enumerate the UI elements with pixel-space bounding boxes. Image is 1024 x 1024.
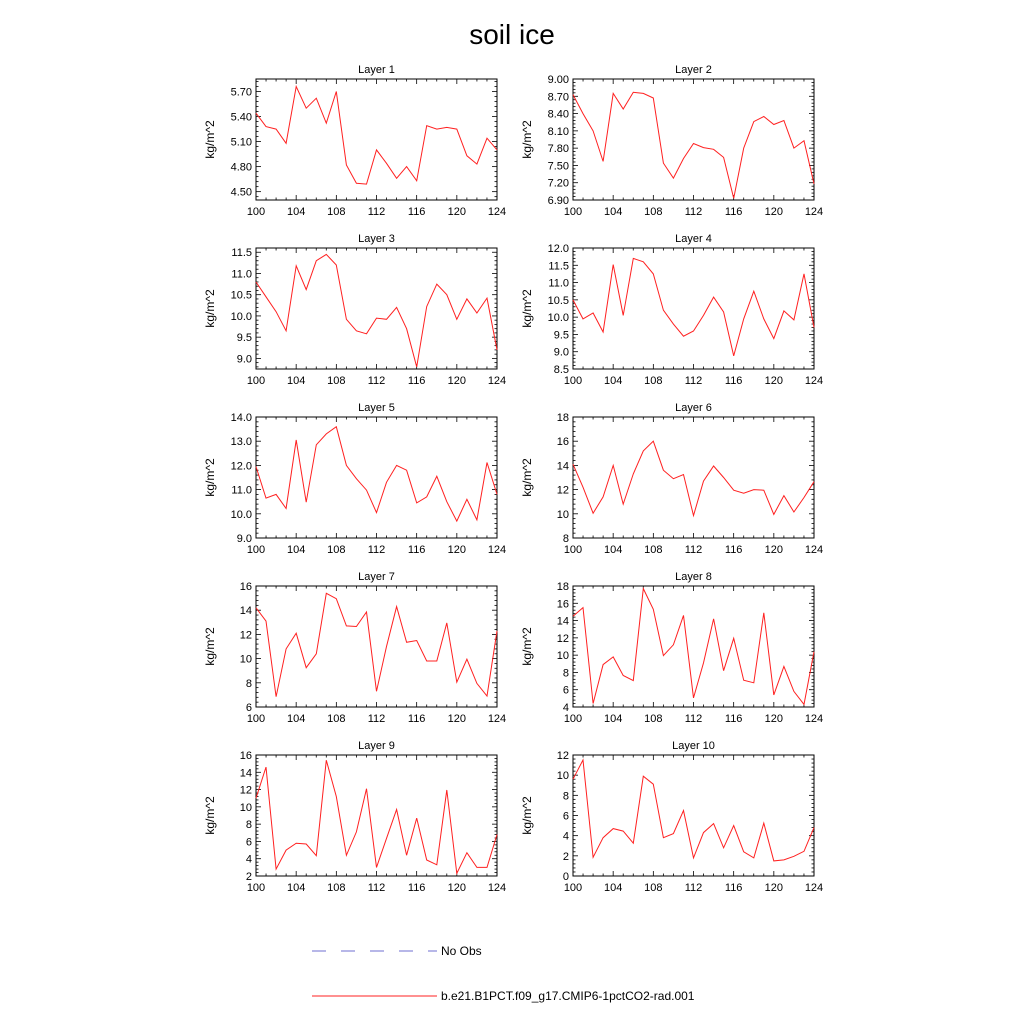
x-tick-label: 108 — [327, 206, 346, 218]
x-tick-label: 108 — [644, 544, 663, 556]
y-tick-label: 10 — [556, 508, 569, 521]
panel-layer-9 — [203, 740, 506, 894]
y-tick-label: 8.5 — [553, 364, 569, 376]
panel-layer-4 — [520, 233, 823, 387]
y-tick-label: 7.20 — [547, 177, 569, 190]
y-axis-label: kg/m^2 — [203, 458, 217, 497]
y-tick-label: 8.10 — [547, 125, 569, 138]
y-axis-label: kg/m^2 — [203, 289, 217, 328]
y-tick-label: 10.5 — [230, 289, 252, 302]
series-line — [573, 92, 814, 198]
x-tick-label: 116 — [407, 882, 426, 894]
x-tick-label: 108 — [327, 375, 346, 387]
y-tick-label: 5.70 — [230, 86, 252, 99]
x-tick-label: 104 — [603, 882, 623, 894]
y-tick-label: 8.70 — [547, 91, 569, 104]
x-tick-label: 120 — [764, 882, 784, 894]
panel-layer-3 — [203, 233, 506, 387]
x-tick-label: 108 — [644, 206, 663, 218]
y-axis-label: kg/m^2 — [520, 796, 534, 835]
x-tick-label: 104 — [603, 206, 623, 218]
panel-title: Layer 10 — [672, 740, 715, 752]
x-tick-label: 120 — [447, 206, 467, 218]
x-tick-label: 120 — [764, 375, 784, 387]
x-tick-label: 100 — [563, 206, 583, 218]
x-tick-label: 124 — [487, 713, 507, 725]
y-tick-label: 2 — [562, 850, 569, 863]
y-tick-label: 11.0 — [548, 277, 569, 290]
y-tick-label: 10.0 — [547, 312, 569, 325]
series-line — [256, 760, 497, 873]
series-line — [256, 427, 497, 521]
x-tick-label: 120 — [764, 544, 784, 556]
x-tick-label: 116 — [724, 544, 743, 556]
x-tick-label: 120 — [764, 713, 784, 725]
y-tick-label: 10.0 — [230, 310, 252, 323]
plot-frame — [256, 417, 497, 538]
y-tick-label: 8 — [245, 677, 252, 690]
panel-layer-1 — [203, 64, 506, 218]
panel-title: Layer 2 — [675, 64, 712, 76]
x-tick-label: 104 — [286, 882, 306, 894]
x-tick-label: 124 — [487, 206, 507, 218]
y-tick-label: 14 — [556, 615, 569, 628]
y-tick-label: 10.5 — [547, 294, 569, 307]
panel-layer-8 — [520, 571, 823, 725]
y-tick-label: 10 — [239, 801, 252, 814]
y-tick-label: 14 — [556, 460, 569, 473]
x-tick-label: 112 — [367, 375, 386, 387]
y-tick-label: 4.50 — [230, 186, 252, 199]
y-tick-label: 7.50 — [547, 160, 569, 173]
series-line — [573, 441, 814, 515]
y-tick-label: 10 — [239, 653, 252, 666]
y-tick-label: 8 — [562, 790, 569, 803]
panel-layer-6 — [520, 402, 823, 556]
plot-frame — [573, 248, 814, 369]
y-tick-label: 8 — [562, 667, 569, 680]
y-tick-label: 0 — [562, 871, 569, 883]
panels — [203, 64, 823, 894]
y-tick-label: 6 — [562, 684, 569, 697]
x-tick-label: 108 — [327, 544, 346, 556]
x-tick-label: 120 — [764, 206, 784, 218]
y-tick-label: 9.5 — [553, 329, 569, 342]
x-tick-label: 116 — [407, 375, 426, 387]
y-tick-label: 14.0 — [230, 412, 252, 424]
series-line — [256, 254, 497, 367]
x-tick-label: 124 — [804, 882, 824, 894]
x-tick-label: 124 — [804, 544, 824, 556]
y-tick-label: 18 — [556, 581, 569, 593]
x-tick-label: 104 — [603, 375, 623, 387]
y-tick-label: 8 — [245, 819, 252, 832]
x-tick-label: 100 — [246, 713, 266, 725]
y-axis-label: kg/m^2 — [203, 627, 217, 666]
x-tick-label: 116 — [724, 882, 743, 894]
x-tick-label: 108 — [644, 375, 663, 387]
y-tick-label: 8.40 — [547, 108, 569, 121]
x-tick-label: 120 — [447, 375, 467, 387]
panel-title: Layer 6 — [675, 402, 712, 414]
y-tick-label: 13.0 — [230, 436, 252, 449]
y-tick-label: 16 — [239, 750, 252, 762]
x-tick-label: 124 — [487, 375, 507, 387]
y-tick-label: 4 — [245, 853, 252, 866]
x-tick-label: 124 — [487, 544, 507, 556]
y-tick-label: 12 — [239, 784, 252, 797]
y-tick-label: 4 — [562, 830, 569, 843]
legend — [312, 944, 695, 1003]
y-tick-label: 6 — [245, 836, 252, 849]
x-tick-label: 120 — [447, 882, 467, 894]
y-axis-label: kg/m^2 — [520, 627, 534, 666]
x-tick-label: 104 — [286, 713, 306, 725]
x-tick-label: 108 — [644, 713, 663, 725]
y-tick-label: 11.5 — [231, 247, 252, 260]
y-tick-label: 14 — [239, 767, 252, 780]
panel-title: Layer 7 — [358, 571, 395, 583]
x-tick-label: 112 — [367, 206, 386, 218]
x-tick-label: 116 — [724, 713, 743, 725]
y-tick-label: 9.0 — [236, 353, 252, 366]
plot-frame — [573, 586, 814, 707]
x-tick-label: 112 — [684, 882, 703, 894]
x-tick-label: 112 — [684, 713, 703, 725]
x-tick-label: 100 — [246, 206, 266, 218]
y-tick-label: 12 — [556, 484, 569, 497]
y-tick-label: 12 — [239, 629, 252, 642]
x-tick-label: 124 — [804, 206, 824, 218]
x-tick-label: 104 — [286, 544, 306, 556]
y-tick-label: 6 — [245, 702, 252, 714]
y-tick-label: 16 — [556, 598, 569, 611]
plot-frame — [256, 248, 497, 369]
x-tick-label: 120 — [447, 713, 467, 725]
y-tick-label: 11.0 — [231, 268, 252, 281]
y-tick-label: 5.40 — [230, 111, 252, 124]
figure-title: soil ice — [469, 19, 555, 50]
x-tick-label: 112 — [684, 375, 703, 387]
y-tick-label: 12 — [556, 750, 569, 762]
panel-title: Layer 1 — [358, 64, 395, 76]
x-tick-label: 104 — [603, 544, 623, 556]
series-line — [573, 258, 814, 356]
y-tick-label: 6 — [562, 810, 569, 823]
y-tick-label: 14 — [239, 605, 252, 618]
panel-title: Layer 3 — [358, 233, 395, 245]
x-tick-label: 108 — [327, 882, 346, 894]
y-tick-label: 10 — [556, 770, 569, 783]
y-tick-label: 7.80 — [547, 143, 569, 156]
y-axis-label: kg/m^2 — [520, 458, 534, 497]
y-tick-label: 4 — [562, 702, 569, 714]
x-tick-label: 112 — [367, 544, 386, 556]
plot-frame — [256, 755, 497, 876]
y-tick-label: 16 — [239, 581, 252, 593]
x-tick-label: 120 — [447, 544, 467, 556]
y-tick-label: 18 — [556, 412, 569, 424]
y-tick-label: 9.0 — [553, 346, 569, 359]
panel-title: Layer 4 — [675, 233, 712, 245]
y-tick-label: 10 — [556, 650, 569, 663]
x-tick-label: 100 — [563, 713, 583, 725]
panel-layer-7 — [203, 571, 506, 725]
y-tick-label: 5.10 — [230, 136, 252, 149]
y-tick-label: 9.0 — [236, 533, 252, 545]
series-line — [256, 87, 497, 185]
y-tick-label: 16 — [556, 436, 569, 449]
y-axis-label: kg/m^2 — [520, 120, 534, 159]
y-tick-label: 11.5 — [548, 260, 569, 273]
y-axis-label: kg/m^2 — [203, 120, 217, 159]
x-tick-label: 112 — [684, 544, 703, 556]
x-tick-label: 100 — [563, 882, 583, 894]
panel-title: Layer 9 — [358, 740, 395, 752]
x-tick-label: 124 — [804, 713, 824, 725]
y-tick-label: 6.90 — [547, 195, 569, 207]
x-tick-label: 108 — [644, 882, 663, 894]
panel-layer-5 — [203, 402, 506, 556]
y-tick-label: 12.0 — [230, 460, 252, 473]
y-axis-label: kg/m^2 — [203, 796, 217, 835]
x-tick-label: 124 — [487, 882, 507, 894]
x-tick-label: 100 — [563, 375, 583, 387]
x-tick-label: 116 — [724, 206, 743, 218]
legend-label-model: b.e21.B1PCT.f09_g17.CMIP6-1pctCO2-rad.001 — [441, 989, 695, 1003]
y-tick-label: 8 — [562, 533, 569, 545]
series-line — [573, 760, 814, 861]
y-tick-label: 10.0 — [230, 508, 252, 521]
x-tick-label: 104 — [603, 713, 623, 725]
y-tick-label: 2 — [245, 871, 252, 883]
panel-title: Layer 5 — [358, 402, 395, 414]
y-tick-label: 12.0 — [547, 243, 569, 255]
series-line — [573, 589, 814, 705]
x-tick-label: 100 — [246, 375, 266, 387]
legend-label-no-obs: No Obs — [441, 944, 482, 958]
x-tick-label: 124 — [804, 375, 824, 387]
panel-title: Layer 8 — [675, 571, 712, 583]
y-axis-label: kg/m^2 — [520, 289, 534, 328]
y-tick-label: 9.00 — [547, 74, 569, 86]
plot-frame — [573, 79, 814, 200]
x-tick-label: 108 — [327, 713, 346, 725]
x-tick-label: 112 — [367, 713, 386, 725]
y-tick-label: 11.0 — [231, 484, 252, 497]
x-tick-label: 116 — [407, 713, 426, 725]
x-tick-label: 116 — [724, 375, 743, 387]
panel-layer-10 — [520, 740, 823, 894]
x-tick-label: 112 — [684, 206, 703, 218]
x-tick-label: 116 — [407, 206, 426, 218]
y-tick-label: 12 — [556, 632, 569, 645]
x-tick-label: 100 — [246, 882, 266, 894]
x-tick-label: 104 — [286, 206, 306, 218]
x-tick-label: 104 — [286, 375, 306, 387]
series-line — [256, 593, 497, 696]
x-tick-label: 116 — [407, 544, 426, 556]
x-tick-label: 112 — [367, 882, 386, 894]
x-tick-label: 100 — [246, 544, 266, 556]
panel-layer-2 — [520, 64, 823, 218]
y-tick-label: 4.80 — [230, 161, 252, 174]
x-tick-label: 100 — [563, 544, 583, 556]
y-tick-label: 9.5 — [236, 332, 252, 345]
